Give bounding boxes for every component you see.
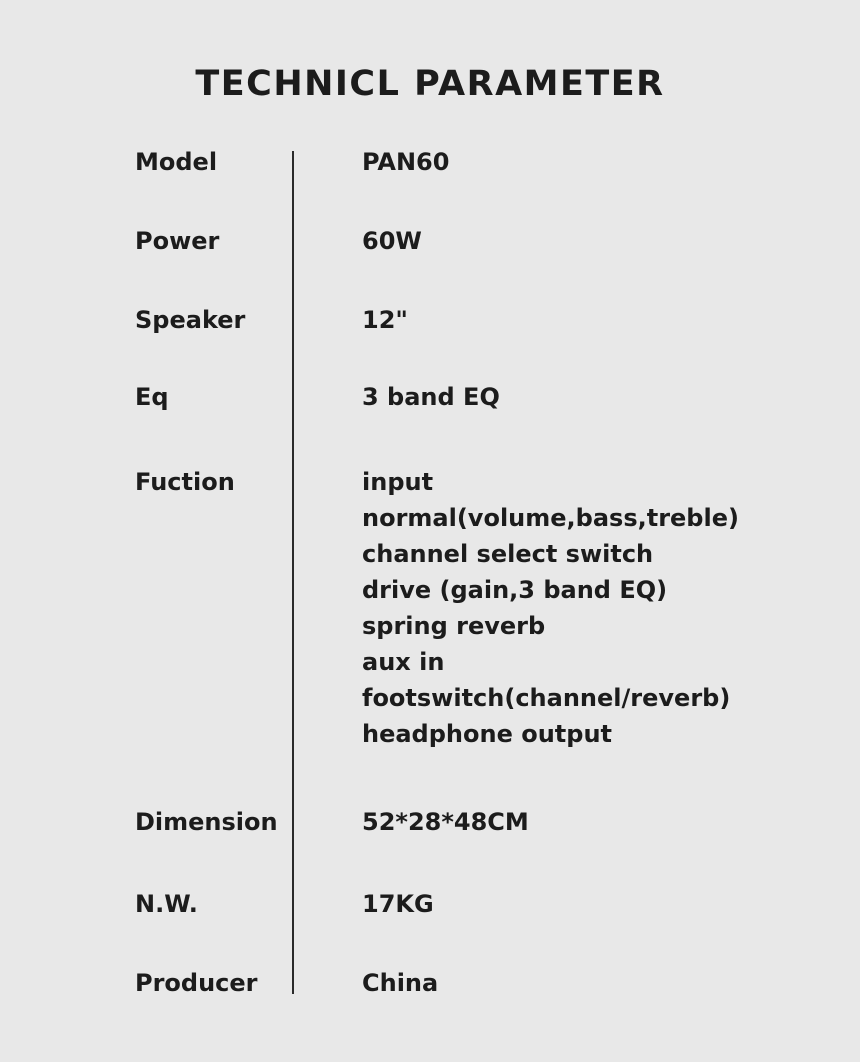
eq-label: Eq (135, 383, 169, 411)
model-label: Model (135, 148, 218, 176)
producer-value: China (362, 969, 439, 997)
function-item: input (362, 468, 434, 496)
dimension-value: 52*28*48CM (362, 808, 529, 836)
function-item: drive (gain,3 band EQ) (362, 576, 668, 604)
eq-value: 3 band EQ (362, 383, 500, 411)
function-item: aux in (362, 648, 445, 676)
page-title: TECHNICL PARAMETER (195, 64, 665, 104)
nw-label: N.W. (135, 890, 198, 918)
speaker-value: 12" (362, 306, 408, 334)
function-item: headphone output (362, 720, 612, 748)
dimension-label: Dimension (135, 808, 278, 836)
nw-value: 17KG (362, 890, 434, 918)
function-item: normal(volume,bass,treble) (362, 504, 739, 532)
function-item: spring reverb (362, 612, 546, 640)
power-value: 60W (362, 227, 422, 255)
function-label: Fuction (135, 468, 235, 496)
producer-label: Producer (135, 969, 258, 997)
function-item: channel select switch (362, 540, 654, 568)
model-value: PAN60 (362, 148, 450, 176)
speaker-label: Speaker (135, 306, 246, 334)
function-item: footswitch(channel/reverb) (362, 684, 731, 712)
power-label: Power (135, 227, 220, 255)
column-divider (292, 151, 294, 994)
